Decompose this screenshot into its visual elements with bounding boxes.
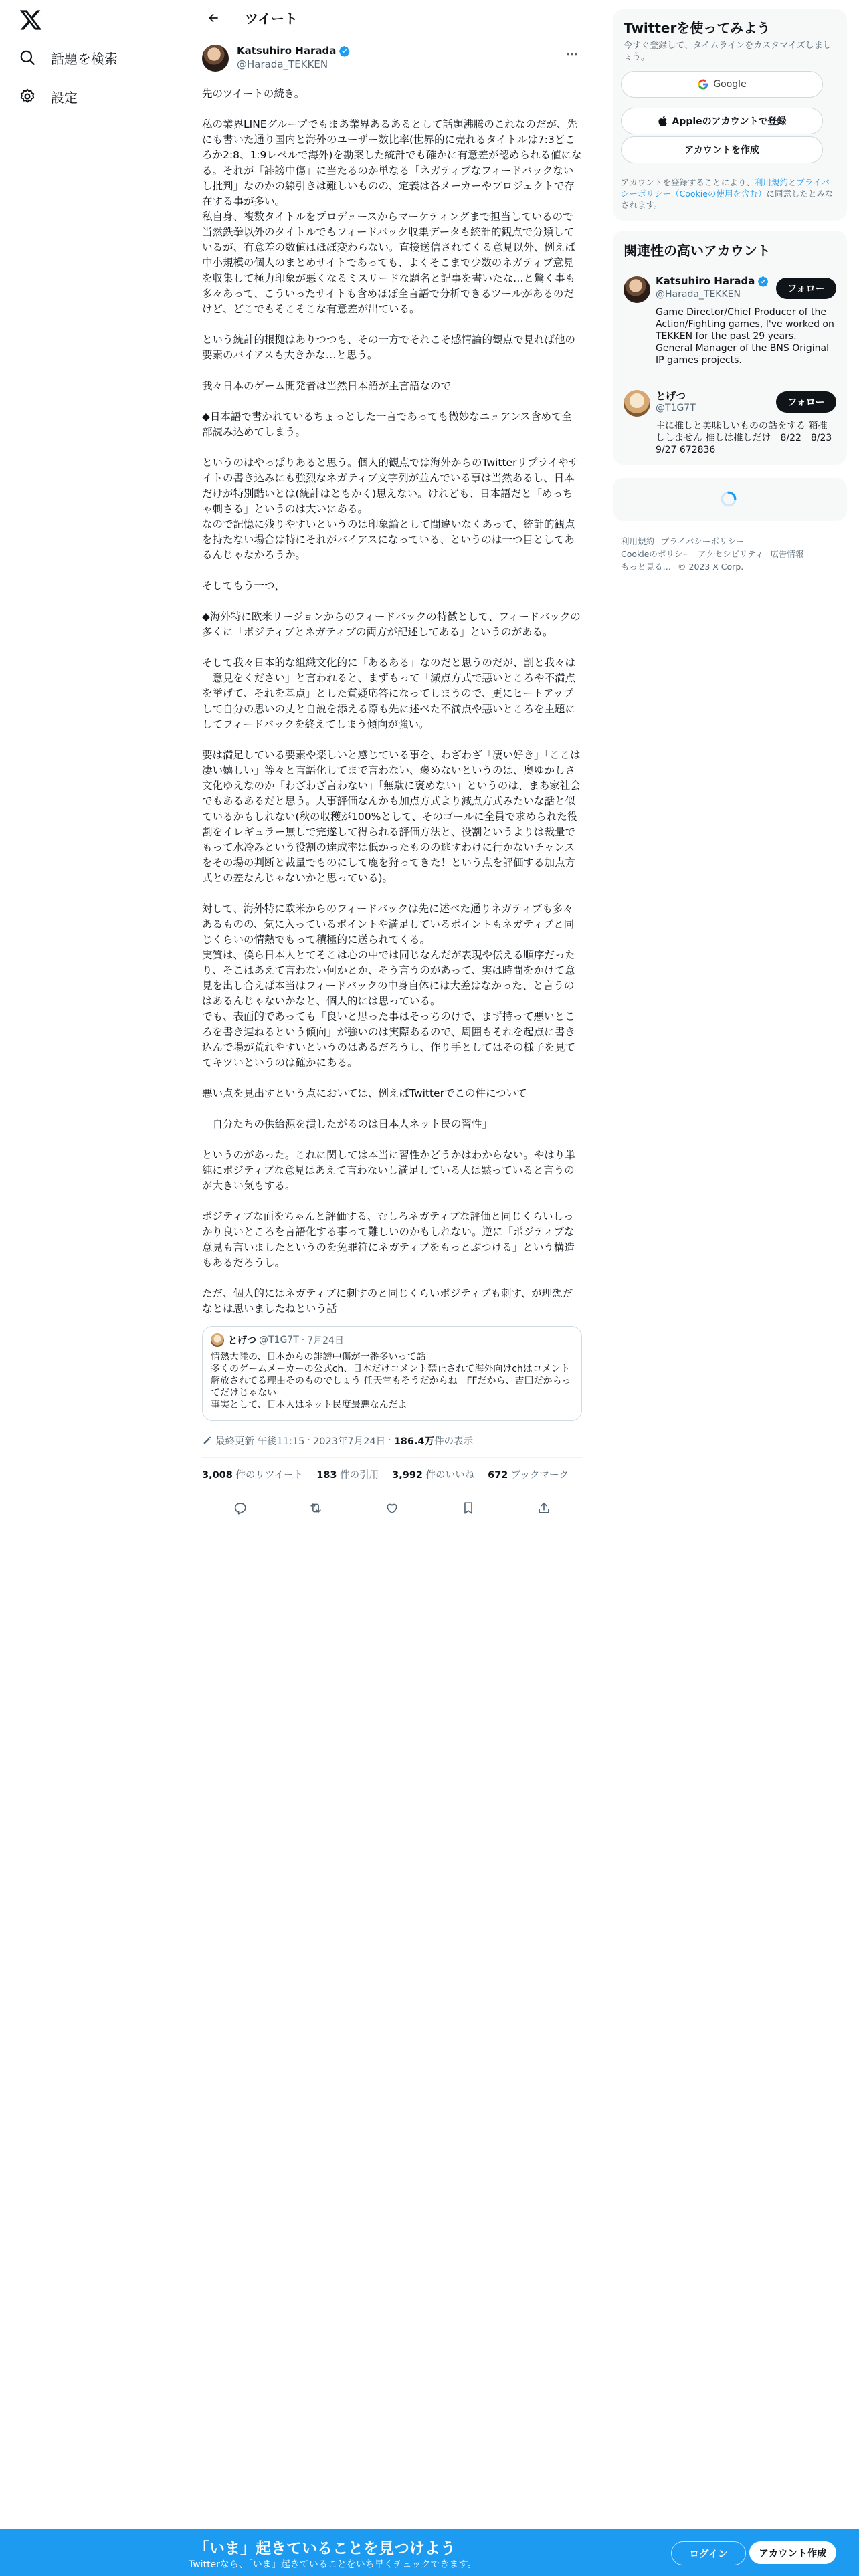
retweet-button[interactable] bbox=[304, 1497, 327, 1519]
quote-header bbox=[211, 1333, 573, 1347]
signup-subtitle: 今すぐ登録して、タイムラインをカスタマイズしましょう。 bbox=[624, 41, 832, 62]
signup-button[interactable]: アカウント作成 bbox=[749, 2541, 836, 2564]
author-name-text: Katsuhiro Harada bbox=[237, 45, 337, 57]
tweet-meta bbox=[202, 1433, 582, 1448]
tweet-paragraph: ポジティブな面をちゃんと評価する、むしろネガティブな評価と同じくらいしっかり良いところを言語化する事って難しいのかもしれない。逆に「ポジティブな意見も言いましたというのを免罪符にネガティブをもっとぶつける」という構造もあるだろうし。 bbox=[202, 1210, 575, 1269]
tweet-paragraph: 先のツイートの続き。 bbox=[202, 88, 305, 100]
reply-icon bbox=[233, 1501, 248, 1515]
back-button[interactable] bbox=[202, 7, 225, 29]
related-accounts-card bbox=[613, 231, 847, 465]
quote-count-label: 件の引用 bbox=[340, 1470, 379, 1481]
like-count-value: 3,992 bbox=[392, 1470, 423, 1481]
follow-button[interactable]: フォロー bbox=[776, 391, 836, 413]
verified-icon bbox=[339, 45, 350, 57]
footer-link-terms[interactable]: 利用規約 bbox=[621, 536, 655, 546]
more-options-button[interactable] bbox=[562, 46, 582, 62]
quoted-tweet[interactable] bbox=[202, 1326, 582, 1421]
cookie-link[interactable]: （Cookieの使用を含む） bbox=[671, 189, 767, 199]
tweet-date[interactable]: 2023年7月24日 bbox=[313, 1436, 386, 1447]
page-title: ツイート bbox=[245, 11, 298, 27]
related-accounts-title: 関連性の高いアカウント bbox=[624, 243, 771, 259]
avatar[interactable] bbox=[202, 45, 229, 72]
account-handle[interactable]: @Harada_TEKKEN bbox=[656, 289, 741, 300]
like-button[interactable] bbox=[381, 1497, 403, 1519]
tweet-paragraph: ◆日本語で書かれているちょっとした一言であっても微妙なニュアンス含めて全部読み込めてしまう。 bbox=[202, 411, 573, 438]
tweet-text bbox=[202, 86, 582, 1317]
bookmark-icon bbox=[461, 1501, 476, 1515]
tweet-paragraph: 「自分たちの供給源を潰したがるのは日本人ネット民の習性」 bbox=[202, 1118, 493, 1130]
separator: · bbox=[307, 1435, 311, 1446]
apple-signup-button[interactable] bbox=[621, 108, 823, 134]
arrow-left-icon bbox=[207, 11, 220, 25]
share-button[interactable] bbox=[533, 1497, 555, 1519]
google-icon bbox=[697, 78, 709, 90]
tweet-actions bbox=[202, 1491, 582, 1525]
avatar[interactable] bbox=[624, 276, 650, 303]
quote-count[interactable] bbox=[316, 1467, 379, 1481]
bookmark-button[interactable] bbox=[457, 1497, 480, 1519]
view-count: 186.4万 bbox=[393, 1436, 435, 1447]
tweet-paragraph: 対して、海外特に欧米からのフィードバックは先に述べた通りネガティブも多々あるものの、気に入っているポイントや満足しているポイントもネガティブと同じくらいの情熱でもって積極的に送られてくる。 実質は、僕ら日本人とてそこは心の中では同じなんだが表現や伝える順序だったり、そこはあえて言わない何かとか、そう言うのがあって、実は時間をかけて意見を出し合えば本当はフィードバックの中身自体には大差はなかった、と言うのはあるんじゃないかなと、個人的には思っている。 でも、表面的であっても「良いと思った事はそっちのけで、まず持って悪いところを書き連ねるという傾向」が強いのは実際あるので、周囲もそれを起点に書き込んで場が荒れやすいというのはあるだろうし、作り手としてはその様子を見ててキツいというのは確かにある。 bbox=[202, 903, 576, 1069]
google-signin-label: Google bbox=[713, 79, 747, 90]
reply-button[interactable] bbox=[229, 1497, 252, 1519]
tweet-paragraph: という統計的根拠はありつつも、その一方でそれこそ感情論的観点で見れば他の要素のバイアスも大きかな…と思う。 bbox=[202, 334, 576, 361]
author-handle[interactable]: @Harada_TEKKEN bbox=[237, 58, 328, 70]
like-icon bbox=[385, 1501, 399, 1515]
retweet-count-label: 件のリツイート bbox=[235, 1470, 304, 1481]
account-bio: Game Director/Chief Producer of the Action/Fighting games, I've worked on TEKKEN for the past 29 years. General Manager of the BNS Original IP games projects. bbox=[656, 307, 834, 366]
create-account-button[interactable] bbox=[621, 136, 823, 163]
loading-spinner-icon bbox=[720, 490, 737, 508]
tweet-paragraph: というのはやっぱりあると思う。個人的観点では海外からのTwitterリプライやサイトの書き込みにも強烈なネガティブ文字列が並んでいる事は当然あるし、日本だけが特別酷いとは(統計はともかく)思えない。けれども、日本語だと「めっちゃ刺さる」というのは大いにある。 なので記憶に残りやすいというのは印象論として間違いなくあって、統計的観点を持たない場合は特にそれがバイアスになっている、というのは一つ目としてあるんじゃなかろうか。 bbox=[202, 457, 579, 561]
nav-item-label: 設定 bbox=[51, 89, 78, 106]
tweet-paragraph: ただ、個人的にはネガティブに刺すのと同じくらいポジティブも刺す、が理想だなとは思いましたねという話 bbox=[202, 1287, 573, 1315]
apple-icon bbox=[657, 115, 668, 127]
share-icon bbox=[537, 1501, 551, 1515]
apple-signup-label: Appleのアカウントで登録 bbox=[672, 116, 787, 127]
account-name[interactable]: とげつ bbox=[656, 390, 686, 402]
left-nav bbox=[0, 0, 191, 2576]
account-handle[interactable]: @T1G7T bbox=[656, 403, 696, 413]
avatar bbox=[211, 1333, 224, 1347]
separator: · bbox=[301, 1335, 305, 1346]
terms-text: アカウントを登録することにより、 bbox=[621, 177, 755, 187]
x-logo-icon[interactable] bbox=[19, 8, 43, 32]
terms-link[interactable]: 利用規約 bbox=[754, 177, 788, 187]
bottom-bar-title: 「いま」起きていることを見つけよう bbox=[194, 2540, 456, 2557]
footer-link-cookies[interactable]: Cookieのポリシー bbox=[621, 549, 691, 559]
separator: · bbox=[388, 1435, 391, 1446]
quote-author-handle: @T1G7T bbox=[259, 1335, 299, 1346]
account-name[interactable] bbox=[656, 275, 769, 287]
tweet-stats bbox=[202, 1457, 582, 1491]
create-account-label: アカウントを作成 bbox=[684, 145, 759, 156]
tweet-paragraph: 悪い点を見出すという点においては、例えばTwitterでこの件について bbox=[202, 1087, 527, 1099]
nav-item-explore[interactable] bbox=[19, 41, 118, 74]
main-header bbox=[191, 0, 593, 35]
footer-link-accessibility[interactable]: アクセシビリティ bbox=[697, 549, 764, 559]
nav-item-label: 話題を検索 bbox=[51, 50, 118, 67]
like-count-label: 件のいいね bbox=[425, 1470, 475, 1481]
retweet-count-value: 3,008 bbox=[202, 1470, 233, 1481]
view-count-label: 件の表示 bbox=[434, 1436, 474, 1447]
edited-label[interactable]: 最終更新 午後11:15 bbox=[215, 1436, 305, 1447]
signup-card bbox=[613, 9, 847, 221]
retweet-count[interactable] bbox=[202, 1467, 303, 1481]
tweet-paragraph: 私の業界LINEグループでもまあ業界あるあるとして話題沸騰のこれなのだが、先にも書いた通り国内と海外のユーザー数比率(世界的に売れるタイトルは7:3どころか2:8、1:9レベルで海外)を勘案した統計でも確かに有意差が認められる値になる。それが「誹謗中傷」に当たるのか単なる「ネガティブなフィードバックないし批判」なのかの線引きは難しいものの、定義は各メーカーやプロジェクトで存在する事が多い。 私自身、複数タイトルをプロデュースからマーケティングまで担当しているので当然鉄拳以外のタイトルでもフィードバック収集データも統計的観点で分類しているが、有意差の数値はほぼ変わらない。直接送信されてくる意見以外、例えば中小規模の個人のまとめサイトであっても、よくそこまで少数のネガティブ意見を収集して極力印象が悪くなるミスリードな題名と記事を書いたな…と驚く事も多々あって、こういったサイトも含めほぼ全言語で分析できるツールがあるのだけど、どこでもそこそこな有意差が出ている。 bbox=[202, 118, 582, 315]
quote-author-name: とげつ bbox=[228, 1335, 256, 1346]
terms-note bbox=[621, 177, 835, 211]
footer-link-ads[interactable]: 広告情報 bbox=[770, 549, 804, 559]
tweet-paragraph: 要は満足している要素や楽しいと感じている事を、わざわざ「凄い好き」「ここは凄い嬉しい」等々と言語化してまで言わない、褒めないというのは、奥ゆかしさ文化ゆえなのか「わざわざ言わない」「無駄に褒めない」というのは、まあ家社会でもあるあるだと思う。人事評価なんかも加点方式より減点方式みたいな話と似ているかもしれない(秋の収穫が100%として、そのゴールに全員で求められた役割をイレギュラー無しで完遂して得られる評価方法と、役割というよりは裁量でもって水冷みという役割の達成率は低かったものの逃すわけに行かないチャンスをその場の判断と裁量でものにして鹿を狩ってきた！という点を評価する加点方式との差なんじゃないかと思っている)。 bbox=[202, 749, 581, 884]
terms-text: と bbox=[787, 177, 797, 187]
terms-text: に同意したとみなされます。 bbox=[621, 189, 834, 210]
footer-link-more[interactable]: もっと見る… bbox=[621, 562, 672, 572]
quote-count-value: 183 bbox=[316, 1470, 337, 1481]
tweet-author bbox=[202, 41, 582, 78]
bookmark-count-value: 672 bbox=[488, 1470, 508, 1481]
account-name-text: Katsuhiro Harada bbox=[656, 275, 755, 287]
footer-copyright: © 2023 X Corp. bbox=[678, 562, 744, 572]
bottom-signup-bar bbox=[0, 2529, 859, 2576]
gear-icon bbox=[19, 88, 36, 105]
tweet-paragraph: 我々日本のゲーム開発者は当然日本語が主言語なので bbox=[202, 380, 452, 392]
search-icon bbox=[19, 49, 36, 66]
footer-link-privacy[interactable]: プライバシーポリシー bbox=[661, 536, 745, 546]
quote-text: 情熱大陸の、日本からの誹謗中傷が一番多いって話 多くのゲームメーカーの公式ch、日本だけコメント禁止されて海外向けchはコメント解放されてる理由そのものでしょう 任天堂もそうだからね FFだから、吉田だからってだけじゃない 事実として、日本人はネット民度最悪なんだよ bbox=[211, 1352, 571, 1410]
tweet-paragraph: ◆海外特に欧米リージョンからのフィードバックの特徴として、フィードバックの多くに「ポジティブとネガティブの両方が記述してある」というのがある。 bbox=[202, 611, 581, 638]
nav-item-settings[interactable] bbox=[19, 80, 78, 112]
tweet-paragraph: そして我々日本的な組織文化的に「あるある」なのだと思うのだが、割と我々は「意見をください」と言われると、まずもって「減点方式で悪いところや不満点を挙げて、それを基点」とした質疑応答になってしまうので、更にヒートアップして自分の思いの丈と自説を添える際も先に述べた不満点や悪いところを主題にしてフィードバックを終えてしまう傾向が強い。 bbox=[202, 657, 576, 730]
bookmark-count-label: ブックマーク bbox=[511, 1470, 569, 1481]
main-column bbox=[191, 0, 593, 2576]
bookmark-count[interactable] bbox=[488, 1467, 569, 1481]
login-button[interactable]: ログイン bbox=[671, 2541, 746, 2565]
more-icon bbox=[565, 47, 579, 61]
author-name[interactable] bbox=[237, 45, 350, 57]
footer-links bbox=[621, 535, 842, 573]
account-bio: 主に推しと美味しいものの話をする 箱推ししません 推しは推しだけ 8/22 8/23 9/27 672836 bbox=[656, 421, 842, 455]
quote-date: 7月24日 bbox=[307, 1335, 344, 1346]
tweet-paragraph: そしてもう一つ、 bbox=[202, 580, 285, 592]
like-count[interactable] bbox=[392, 1467, 474, 1481]
tweet-paragraph: というのがあった。これに関しては本当に習性かどうかはわからない。やはり単純にポジティブな意見はあえて言わないし満足している人は黙っていると言うのが大きい気もする。 bbox=[202, 1149, 575, 1192]
signup-title: Twitterを使ってみよう bbox=[624, 20, 771, 36]
follow-button[interactable]: フォロー bbox=[776, 278, 836, 299]
bottom-bar-subtitle: Twitterなら、「いま」起きていることをいち早くチェックできます。 bbox=[189, 2559, 477, 2570]
google-signin-button[interactable] bbox=[621, 71, 823, 98]
privacy-link[interactable]: プライバシーポリシー bbox=[621, 177, 830, 199]
trends-loading-card bbox=[613, 478, 847, 521]
avatar[interactable] bbox=[624, 390, 650, 417]
retweet-icon bbox=[308, 1501, 323, 1515]
edit-icon bbox=[202, 1435, 213, 1446]
verified-icon bbox=[757, 276, 769, 287]
